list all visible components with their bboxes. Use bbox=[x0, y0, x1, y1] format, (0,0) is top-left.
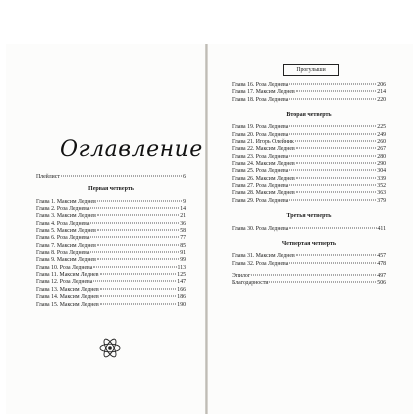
left-toc-list bbox=[36, 174, 186, 309]
toc-entry bbox=[232, 190, 386, 197]
entry-page: 99 bbox=[180, 257, 186, 264]
entry-page: 304 bbox=[377, 168, 386, 175]
section-heading-fourth-quarter: Четвертая четверть bbox=[281, 240, 337, 247]
dot-leader bbox=[90, 237, 179, 238]
entry-title: Глава 31. Максим Леднев bbox=[232, 253, 295, 260]
dot-leader bbox=[100, 274, 177, 275]
entry-title: Глава 19. Роза Леднева bbox=[232, 124, 289, 131]
toc-entry bbox=[232, 261, 386, 268]
entry-title: Глава 5. Максим Леднев bbox=[36, 228, 96, 235]
dot-leader bbox=[289, 84, 376, 85]
right-toc-list bbox=[232, 82, 386, 288]
dot-leader bbox=[296, 91, 377, 92]
toc-entry bbox=[232, 183, 386, 190]
entry-page: 58 bbox=[180, 228, 186, 235]
toc-entry bbox=[36, 287, 186, 294]
entry-page: 411 bbox=[377, 225, 386, 232]
dot-leader bbox=[289, 155, 376, 156]
toc-entry bbox=[232, 253, 386, 260]
entry-title: Глава 29. Роза Леднева bbox=[232, 197, 289, 204]
section-heading-third-quarter: Третья четверть bbox=[286, 213, 332, 220]
toc-entry bbox=[36, 257, 186, 264]
entry-title: Плейлист bbox=[36, 174, 60, 180]
entry-title: Глава 13. Максим Леднев bbox=[36, 286, 99, 293]
dot-leader bbox=[93, 281, 176, 282]
entry-title: Глава 2. Роза Леднева bbox=[36, 206, 90, 213]
entry-title: Глава 21. Игорь Олейник bbox=[232, 139, 294, 146]
toc-entry bbox=[232, 176, 386, 183]
dot-leader bbox=[61, 176, 182, 177]
entry-title: Глава 22. Максим Леднев bbox=[232, 146, 295, 153]
spacer bbox=[232, 205, 386, 213]
entry-page: 457 bbox=[377, 253, 386, 260]
entry-title: Глава 20. Роза Леднева bbox=[232, 131, 289, 138]
dot-leader bbox=[289, 199, 376, 200]
dot-leader bbox=[269, 282, 376, 283]
entry-page: 352 bbox=[377, 183, 386, 190]
entry-title: Глава 23. Роза Леднева bbox=[232, 153, 289, 160]
dot-leader bbox=[296, 255, 377, 256]
entry-title: Глава 3. Максим Леднев bbox=[36, 213, 96, 220]
entry-title: Глава 24. Максим Леднев bbox=[232, 161, 295, 168]
chapter-list-fourth-quarter bbox=[232, 253, 386, 268]
entry-page: 339 bbox=[377, 175, 386, 182]
toc-entry bbox=[232, 273, 386, 280]
dot-leader bbox=[100, 303, 177, 304]
entry-page: 379 bbox=[377, 197, 386, 204]
book-gutter bbox=[205, 44, 208, 414]
dot-leader bbox=[289, 227, 376, 228]
toc-entry bbox=[232, 139, 386, 146]
dot-leader bbox=[90, 252, 179, 253]
entry-title: Глава 27. Роза Леднева bbox=[232, 183, 289, 190]
entry-page: 363 bbox=[377, 190, 386, 197]
entry-page: 91 bbox=[180, 250, 186, 257]
toc-entry bbox=[232, 280, 386, 287]
toc-entry bbox=[36, 294, 186, 301]
toc-entry bbox=[36, 243, 186, 250]
toc-entry bbox=[36, 235, 186, 242]
toc-entry bbox=[232, 168, 386, 175]
dot-leader bbox=[93, 266, 176, 267]
dot-leader bbox=[296, 192, 377, 193]
entry-page: 6 bbox=[183, 174, 186, 180]
spacer bbox=[232, 104, 386, 112]
toc-entry bbox=[232, 124, 386, 131]
toc-entry bbox=[232, 146, 386, 153]
chapter-list-second-quarter bbox=[232, 124, 386, 205]
entry-title: Глава 25. Роза Леднева bbox=[232, 168, 289, 175]
toc-entry bbox=[36, 206, 186, 213]
section-heading-first-quarter: Первая четверть bbox=[88, 186, 134, 193]
toc-entry bbox=[36, 302, 186, 309]
dot-leader bbox=[289, 185, 376, 186]
entry-title: Глава 26. Максим Леднев bbox=[232, 175, 295, 182]
dot-leader bbox=[289, 126, 376, 127]
entry-page: 220 bbox=[377, 96, 386, 103]
atom-icon bbox=[98, 336, 122, 360]
entry-title: Глава 12. Роза Леднева bbox=[36, 279, 93, 286]
dot-leader bbox=[100, 288, 177, 289]
entry-title: Глава 1. Максим Леднев bbox=[36, 198, 96, 205]
entry-page: 77 bbox=[180, 235, 186, 242]
entry-title: Глава 30. Роза Леднева bbox=[232, 225, 289, 232]
entry-page: 166 bbox=[177, 286, 186, 293]
entry-title: Глава 6. Роза Леднева bbox=[36, 235, 90, 242]
entry-title: Глава 28. Максим Леднев bbox=[232, 190, 295, 197]
entry-page: 36 bbox=[180, 220, 186, 227]
dot-leader bbox=[289, 133, 376, 134]
toc-entry bbox=[232, 226, 386, 233]
dot-leader bbox=[289, 262, 376, 263]
entry-page: 85 bbox=[180, 242, 186, 249]
entry-title: Глава 32. Роза Леднева bbox=[232, 260, 289, 267]
entry-title: Глава 9. Максим Леднев bbox=[36, 257, 96, 264]
entry-page: 9 bbox=[183, 198, 186, 205]
entry-title: Эпилог bbox=[232, 272, 251, 279]
entry-page: 249 bbox=[377, 131, 386, 138]
dot-leader bbox=[97, 215, 179, 216]
entry-title: Глава 8. Роза Леднева bbox=[36, 250, 90, 257]
toc-entry bbox=[232, 161, 386, 168]
toc-entry bbox=[36, 250, 186, 257]
entry-title: Глава 4. Роза Леднева bbox=[36, 220, 90, 227]
entry-page: 267 bbox=[377, 146, 386, 153]
entry-page: 14 bbox=[180, 206, 186, 213]
toc-entry bbox=[36, 221, 186, 228]
entry-page: 186 bbox=[177, 294, 186, 301]
entry-title: Глава 7. Максим Леднев bbox=[36, 242, 96, 249]
part-label-box: Прогулыши bbox=[283, 64, 339, 76]
entry-page: 290 bbox=[377, 161, 386, 168]
dot-leader bbox=[90, 222, 179, 223]
dot-leader bbox=[97, 230, 179, 231]
toc-entry bbox=[232, 82, 386, 89]
entry-page: 21 bbox=[180, 213, 186, 220]
dot-leader bbox=[296, 163, 377, 164]
toc-entry-playlist bbox=[36, 174, 186, 181]
entry-page: 260 bbox=[377, 139, 386, 146]
toc-entry bbox=[232, 132, 386, 139]
toc-entry bbox=[36, 228, 186, 235]
entry-title: Благодарности bbox=[232, 280, 269, 287]
toc-entry bbox=[36, 279, 186, 286]
toc-title: Оглавление bbox=[60, 137, 203, 162]
entry-title: Глава 17. Максим Леднев bbox=[232, 89, 295, 96]
entry-page: 190 bbox=[177, 301, 186, 308]
chapter-list-group-a bbox=[232, 82, 386, 104]
toc-entry bbox=[36, 199, 186, 206]
chapter-list-first-quarter bbox=[36, 199, 186, 309]
entry-title: Глава 10. Роза Леднева bbox=[36, 264, 93, 271]
entry-page: 478 bbox=[377, 260, 386, 267]
entry-page: 280 bbox=[377, 153, 386, 160]
dot-leader bbox=[289, 98, 376, 99]
entry-title: Глава 14. Максим Леднев bbox=[36, 294, 99, 301]
spacer bbox=[232, 233, 386, 241]
toc-entry bbox=[232, 154, 386, 161]
entry-page: 225 bbox=[377, 124, 386, 131]
dot-leader bbox=[97, 259, 179, 260]
entry-title: Глава 15. Максим Леднев bbox=[36, 301, 99, 308]
entry-page: 506 bbox=[377, 280, 386, 287]
entry-title: Глава 16. Роза Леднева bbox=[232, 82, 289, 88]
section-heading-second-quarter: Вторая четверть bbox=[286, 112, 332, 119]
entry-page: 113 bbox=[177, 264, 186, 271]
dot-leader bbox=[97, 244, 179, 245]
entry-page: 125 bbox=[177, 272, 186, 279]
dot-leader bbox=[295, 141, 376, 142]
toc-entry bbox=[232, 97, 386, 104]
entry-page: 206 bbox=[377, 82, 386, 88]
entry-title: Глава 11. Максим Леднев bbox=[36, 272, 99, 279]
toc-entry bbox=[232, 89, 386, 96]
chapter-list-third-quarter bbox=[232, 226, 386, 233]
entry-page: 147 bbox=[177, 279, 186, 286]
back-matter-list bbox=[232, 273, 386, 288]
entry-page: 497 bbox=[377, 272, 386, 279]
dot-leader bbox=[100, 296, 177, 297]
toc-entry bbox=[36, 213, 186, 220]
entry-page: 214 bbox=[377, 89, 386, 96]
entry-title: Глава 18. Роза Леднева bbox=[232, 96, 289, 103]
toc-entry bbox=[36, 272, 186, 279]
dot-leader bbox=[97, 200, 182, 201]
toc-entry bbox=[36, 265, 186, 272]
dot-leader bbox=[251, 274, 376, 275]
dot-leader bbox=[289, 170, 376, 171]
dot-leader bbox=[90, 208, 179, 209]
dot-leader bbox=[296, 148, 377, 149]
toc-entry bbox=[232, 198, 386, 205]
dot-leader bbox=[296, 177, 377, 178]
